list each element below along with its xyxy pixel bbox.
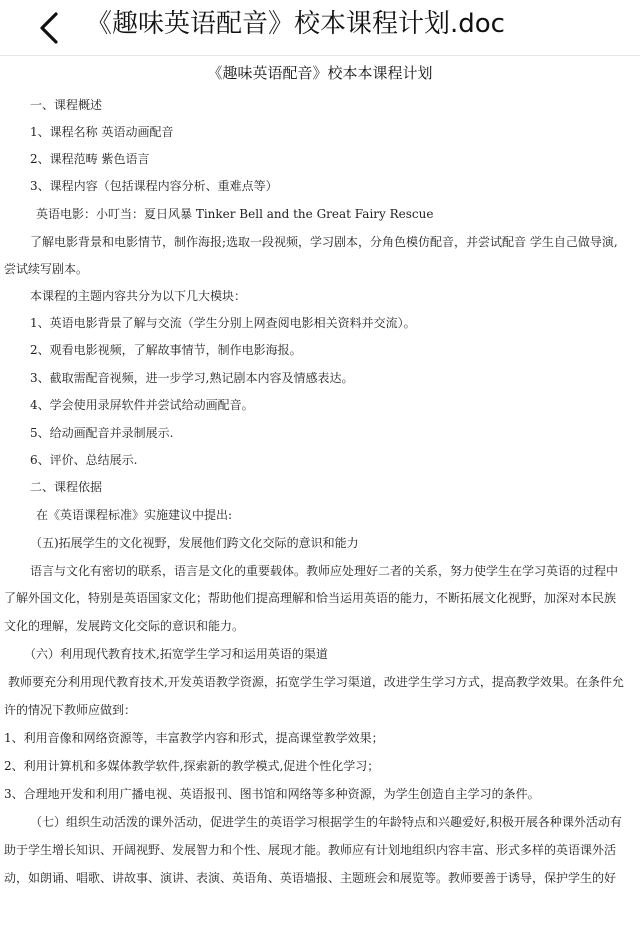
course-content-line: 3、课程内容（包括课程内容分析、重难点等）	[30, 179, 278, 193]
course-name-line: 1、课程名称 英语动画配音	[30, 125, 174, 139]
chevron-left-icon	[32, 8, 72, 48]
module-item: 1、英语电影背景了解与交流（学生分别上网查阅电影相关资料并交流）。	[30, 316, 416, 330]
sub-heading-five: （五)拓展学生的文化视野，发展他们跨文化交际的意识和能力	[30, 536, 359, 550]
list-item: 3、合理地开发和利用广播电视、英语报刊、图书馆和网络等多种资源，为学生创造自主学习的条件。	[4, 787, 540, 801]
module-item: 6、评价、总结展示.	[30, 453, 138, 467]
paragraph-line: 尝试续写剧本。	[4, 262, 89, 276]
paragraph-line: 教师要充分利用现代教育技术,开发英语教学资源，拓宽学生学习渠道，改进学生学习方式，提高教学效果。在条件允	[8, 675, 624, 689]
document-page[interactable]	[0, 56, 640, 932]
section-heading-overview: 一、课程概述	[30, 98, 103, 112]
sub-heading-seven: （七）组织生动活泼的课外活动，促进学生的英语学习根据学生的年龄特点和兴趣爱好,积极开展各种课外活动有	[30, 815, 622, 829]
module-item: 3、截取需配音视频，进一步学习,熟记剧本内容及情感表达。	[30, 371, 354, 385]
modules-intro-line: 本课程的主题内容共分为以下几大模块：	[30, 289, 247, 303]
back-button[interactable]	[32, 8, 72, 48]
sub-heading-six: （六）利用现代教育技术,拓宽学生学习和运用英语的渠道	[24, 647, 328, 661]
paragraph-line: 动，如朗诵、唱歌、讲故事、演讲、表演、英语角、英语墙报、主题班会和展览等。教师要善于诱导，保护学生的好	[4, 871, 617, 885]
course-scope-line: 2、课程范畴 紫色语言	[30, 152, 150, 166]
movie-line: 英语电影：小叮当：夏日风暴 Tinker Bell and the Great Fairy Rescue	[36, 207, 434, 221]
document-title: 《趣味英语配音》校本本课程计划	[207, 64, 433, 82]
paragraph-line: 语言与文化有密切的联系，语言是文化的重要载体。教师应处理好二者的关系，努力使学生在学习英语的过程中	[30, 564, 619, 578]
list-item: 1、利用音像和网络资源等，丰富教学内容和形式，提高课堂教学效果；	[4, 731, 384, 745]
top-bar	[0, 0, 640, 56]
module-item: 2、观看电影视频，了解故事情节，制作电影海报。	[30, 343, 302, 357]
paragraph-line: 了解外国文化，特别是英语国家文化；帮助他们提高理解和恰当运用英语的能力，不断拓展文化视野，加深对本民族	[4, 591, 617, 605]
module-item: 4、学会使用录屏软件并尝试给动画配音。	[30, 398, 254, 412]
paragraph-line: 助于学生增长知识、开阔视野、发展智力和个性、展现才能。教师应有计划地组织内容丰富、形式多样的英语课外活	[4, 843, 617, 857]
paragraph-line: 文化的理解，发展跨文化交际的意识和能力。	[4, 619, 245, 633]
section-heading-basis: 二、课程依据	[30, 480, 103, 494]
list-item: 2、利用计算机和多媒体教学软件,探索新的教学模式,促进个性化学习；	[4, 759, 380, 773]
paragraph-line: 在《英语课程标准》实施建议中提出:	[36, 508, 233, 522]
module-item: 5、给动画配音并录制展示.	[30, 426, 174, 440]
file-name-title: 《趣味英语配音》校本课程计划.doc	[86, 9, 505, 39]
paragraph-line: 了解电影背景和电影情节，制作海报;选取一段视频，学习剧本，分角色模仿配音，并尝试配音 学生自己做导演,	[30, 235, 618, 249]
paragraph-line: 许的情况下教师应做到：	[4, 703, 137, 717]
